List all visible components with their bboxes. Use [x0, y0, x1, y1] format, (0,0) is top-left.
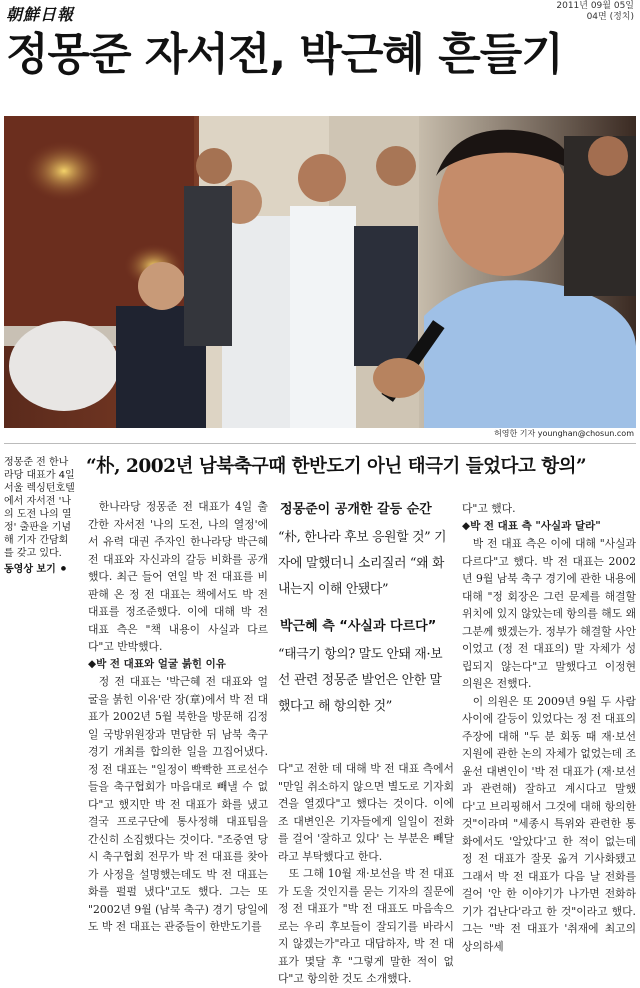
video-link-label: 동영상 보기	[4, 564, 56, 575]
box-title: 정몽준이 공개한 갈등 순간	[280, 502, 432, 517]
box-quote: “태극기 항의? 말도 안돼 재·보선 관련 정몽준 발언은 안한 말 했다고 해 항의한 것”	[278, 647, 443, 714]
paragraph: 이 의원은 또 2009년 9월 두 사람 사이에 갈등이 있었다는 정 전 대표의 주장에 대해 "두 분 회동 때 재·보선 지원에 관한 논의 자체가 없었는데 조윤선 대변인이 '박 전 대표가 (재·보선과 관련해) 잘하고 계시다고 말했다'고 브리핑해서 그것에 대해 항의한 것"이라며 "세종시 특위와 관련한 통화에서도 '알았다'고 한 적이 없는데 정 전 대표가 잘못 옮겨 기사화됐고 그래서 박 전 대표가 다음 날 전화를 걸어 '안 한 이야기가 나가면 전화하기가 겁난다'라고 한 것"이라고 했다. 그는 "박 전 대표가 '취재에 최고의 상의하세	[462, 694, 636, 953]
paragraph: 정 전 대표는 '박근혜 전 대표와 얼굴을 붉힌 이유'란 장(章)에서 박 전 대표가 2002년 5월 북한을 방문해 김정일 국방위원장과 면담한 뒤 남북 축구 경기 개최를 합의한 일을 끄집어냈다. 정 전 대표는 "일정이 빡빡한 프로선수들을 축구협회가 마음대로 빼낼 수 없다"고 했지만 박 전 대표가 화를 냈고 결국 프로구단에 통사정해 대표팀을 간신히 소집했다는 것이다. "조중연 당시 축구협회 전무가 박 전 대표를 찾아가 사정을 설명했는데도 박 전 대표는 화를 펄펄 냈다"고도 했다. 그는 또 "2002년 9월 (남북 축구) 경기 당일에도 박 전 대표는 관중들이 한반도기를	[88, 675, 268, 933]
subheadline: “朴, 2002년 남북축구때 한반도기 아닌 태극기 들었다고 항의”	[86, 456, 587, 477]
paragraph: 박 전 대표 측은 이에 대해 "사실과 다르다"고 했다. 박 전 대표는 2002년 9월 남북 축구 경기에 관한 내용에 대해 "정 회장은 그런 문제를 해결할 위치에 있지 않았는데 항의를 해도 왜 그분께 했겠는가. 정부가 해결할 사안이었고 (정 전 대표의) 말 자체가 성립되지 않는다"고 말했다고 이정현 의원은 전했다.	[462, 537, 636, 690]
paragraph: 다"고 전한 데 대해 박 전 대표 측에서 "만일 취소하지 않으면 별도로 기자회견을 열겠다"고 했다는 것이다. 이에 조 대변인은 기자들에게 일일이 전화를 걸어 '잘하고 있다' 는 부분은 빼달라고 부탁했다고 한다.	[278, 762, 454, 863]
issue-meta	[556, 1, 634, 23]
quote-box	[278, 498, 454, 748]
paragraph: 또 그해 10월 재·보선을 박 전 대표가 도울 것인지를 묻는 기자의 질문에 정 전 대표가 "박 전 대표도 마음속으로는 우리 후보들이 잘되기를 바라시지 않겠는가"라고 대답하자, 박 전 대표가 몇달 후 "그렇게 말한 적이 없다"고 항의한 것도 소개했다.	[278, 867, 454, 985]
article-column-1	[88, 498, 268, 936]
caption-text: 정몽준 전 한나라당 대표가 4일 서울 렉싱턴호텔에서 자서전 '나의 도전 나의 열정' 출판을 기념해 기자 간담회를 갖고 있다.	[4, 457, 75, 559]
paragraph: 다"고 했다.	[462, 502, 516, 515]
section-heading: ◆박 전 대표와 얼굴 붉힌 이유	[88, 657, 226, 670]
page-section: 04면 (정치)	[586, 12, 634, 22]
box-quote: “朴, 한나라 후보 응원할 것” 기자에 말했더니 소리질러 “왜 화내는지 이해 안됐다”	[278, 530, 447, 597]
photo-credit: 허영한 기자 younghan@chosun.com	[494, 429, 634, 438]
issue-date: 2011년 09월 05일	[556, 1, 634, 11]
news-photo[interactable]	[4, 116, 636, 428]
section-heading: ◆박 전 대표 측 "사실과 달라"	[462, 519, 601, 532]
box-title: 박근혜 측 “사실과 다르다”	[280, 619, 437, 634]
article-column-2	[278, 760, 454, 988]
video-camera-icon: ⚫	[59, 564, 68, 575]
video-link[interactable]	[4, 563, 76, 576]
article-column-3	[462, 500, 636, 955]
photo-caption	[4, 456, 76, 576]
news-photo-image	[4, 116, 636, 428]
newspaper-logo: 朝鮮日報	[6, 5, 75, 24]
divider	[4, 443, 636, 444]
paragraph: 한나라당 정몽준 전 대표가 4일 출간한 자서전 '나의 도전, 나의 열정'에서 유력 대권 주자인 한나라당 박근혜 전 대표와 자신과의 갈등 비화를 공개했다. 최근 들어 연일 박 전 대표를 비판해 온 정 전 대표는 책에서도 박 전 대표를 정조준했다. 이에 대해 박 전 대표 측은 "책 내용이 사실과 다르다"고 반박했다.	[88, 500, 268, 653]
headline: 정몽준 자서전, 박근혜 흔들기	[6, 29, 563, 80]
